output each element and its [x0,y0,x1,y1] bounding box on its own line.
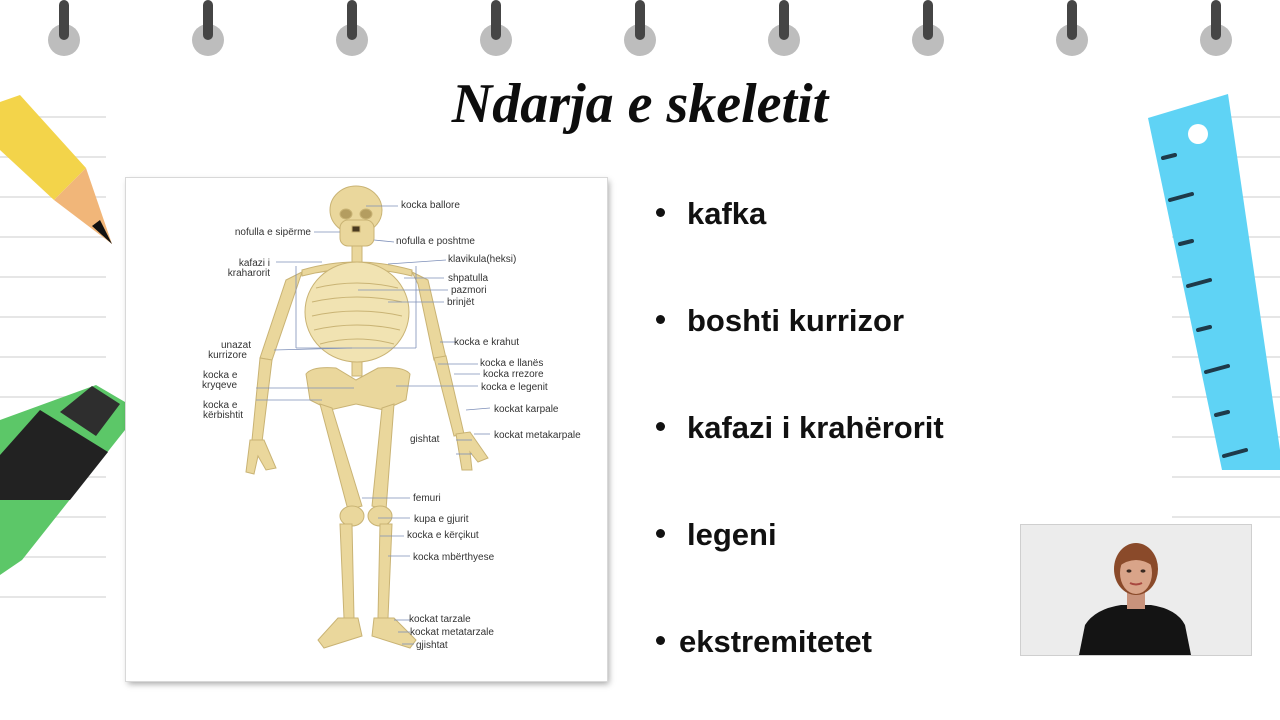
label-pazmori: pazmori [451,285,487,296]
label-kocka-mberthyese: kocka mbërthyese [413,552,495,563]
label-kocka-e-2: kocka e [203,400,238,411]
label-kocka-krahut: kocka e krahut [454,337,520,348]
label-kurrizore: kurrizore [208,350,247,361]
label-kockat-tarzale: kockat tarzale [409,614,471,625]
label-kraharorit: kraharorit [227,268,270,279]
bullet-text: boshti kurrizor [687,303,905,338]
bullet-item [656,410,944,446]
presenter-video [1021,525,1251,655]
label-kockat-metatarzale: kockat metatarzale [410,627,494,638]
slide-title: Ndarja e skeletit [451,73,829,135]
label-kafazi: kafazi i [238,258,270,269]
label-femuri: femuri [413,493,441,504]
bullet-item [656,303,904,339]
bullet-dot-icon [656,208,665,217]
skeleton-diagram [126,178,607,681]
label-kryqeve: kryqeve [202,380,238,391]
bullet-item [656,196,766,232]
bullet-item [656,517,777,553]
bullet-text: kafka [687,196,767,231]
label-kocka-kercikut: kocka e kërçikut [407,530,479,541]
presenter-icon [1021,525,1251,655]
bullet-dot-icon [656,636,665,645]
label-kocka-rrezore: kocka rrezore [483,369,544,380]
label-unazat: unazat [220,340,251,351]
label-brinjet: brinjët [447,297,475,308]
label-kocka-ballore: kocka ballore [401,200,460,211]
bullet-text: legeni [687,517,777,552]
bullet-item [656,624,872,660]
label-gjishtat: gjishtat [416,640,448,651]
label-kockat-karpale: kockat karpale [494,404,559,415]
label-kocka-legenit: kocka e legenit [481,382,548,393]
label-kupa-gjurit: kupa e gjurit [414,514,469,525]
bullet-text: kafazi i krahërorit [687,410,944,445]
label-nofulla-poshtme: nofulla e poshtme [396,236,475,247]
label-shpatulla: shpatulla [448,273,489,284]
label-kockat-metakarpale: kockat metakarpale [494,430,581,441]
label-kocka-llanes: kocka e llanës [480,358,544,369]
bullet-dot-icon [656,315,665,324]
label-nofulla-siperme: nofulla e sipërme [234,227,311,238]
bullet-dot-icon [656,422,665,431]
bullet-dot-icon [656,529,665,538]
label-kocka-e-1: kocka e [203,370,238,381]
bullet-text: ekstremitetet [679,624,872,659]
label-klavikula: klavikula(heksi) [448,254,517,265]
label-kerbishtit: kërbishtit [203,410,244,421]
label-gishtat: gishtat [410,434,440,445]
